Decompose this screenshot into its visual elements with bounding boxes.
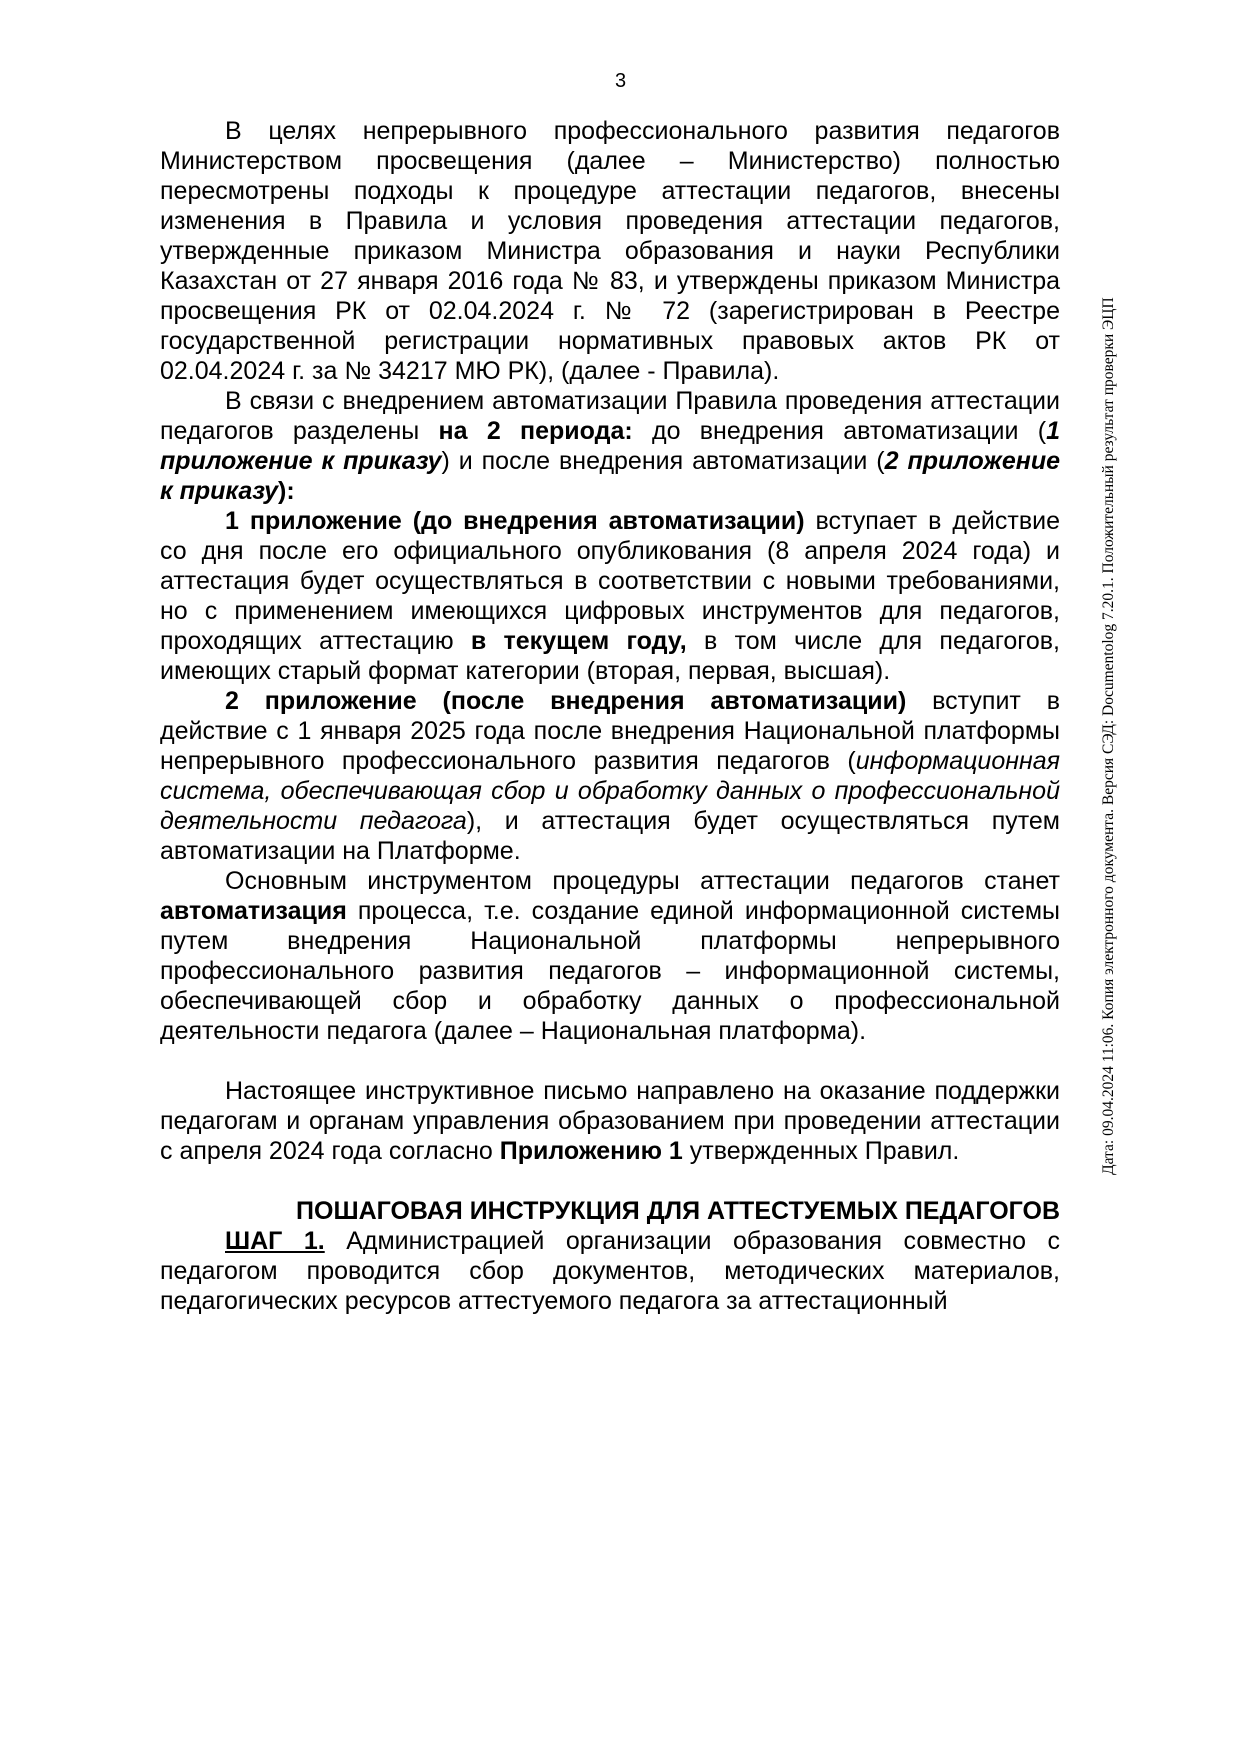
paragraph-6-text-2: утвержденных Правил. (682, 1137, 960, 1165)
paragraph-3-text-2: в том числе для педагогов, имеющих старый формат категории (вторая, первая, высшая). (160, 627, 1060, 685)
paragraph-2-bold-1: на 2 периода: (438, 417, 633, 445)
step-1-label: ШАГ 1. (225, 1227, 325, 1255)
paragraph-2-text-2: до внедрения автоматизации ( (632, 417, 1047, 445)
document-body (160, 116, 1060, 1316)
paragraph-2-text-3: ) и после внедрения автоматизации ( (441, 447, 885, 475)
step-1-text: Администрацией организации образования совместно с педагогом проводится сбор документов, методических материалов, педагогических ресурсов аттестуемого педагога за аттестационный (160, 1227, 1060, 1315)
electronic-signature-stamp: Дата: 09.04.2024 11:06. Копия электронного документа. Версия СЭД: Documentolog 7.20.1. Положительный результат проверки ЭЦП (1100, 297, 1117, 1175)
paragraph-2-bold-italic-2: 2 приложение к приказу (160, 447, 1061, 505)
paragraph-3 (160, 506, 1060, 686)
paragraph-3-bold-2: в текущем году, (470, 627, 687, 655)
paragraph-3-text-1: вступает в действие со дня после его официального опубликования (8 апреля 2024 года) и аттестация будет осуществляться в соответствии с новыми требованиями, но с применением имеющихся цифровых инструментов для педагогов, проходящих аттестацию (160, 507, 1060, 655)
paragraph-4-text-1: вступит в действие с 1 января 2025 года после внедрения Национальной платформы непрерывного профессионального развития педагогов ( (160, 687, 1060, 775)
paragraph-6-bold-1: Приложению 1 (499, 1137, 683, 1165)
step-1-paragraph (160, 1226, 1060, 1316)
paragraph-6 (160, 1076, 1060, 1166)
paragraph-5-bold-1: автоматизация (160, 897, 347, 925)
section-heading: ПОШАГОВАЯ ИНСТРУКЦИЯ ДЛЯ АТТЕСТУЕМЫХ ПЕДАГОГОВ (296, 1197, 1060, 1225)
paragraph-4-text-2: ), и аттестация будет осуществляться путем автоматизации на Платформе. (160, 807, 1060, 865)
paragraph-1: В целях непрерывного профессионального развития педагогов Министерством просвещения (далее – Министерство) полностью пересмотрены подходы к процедуре аттестации педагогов, внесены изменения в Правила и условия проведения аттестации педагогов, утвержденные приказом Министра образования и науки Республики Казахстан от 27 января 2016 года № 83, и утверждены приказом Министра просвещения РК от 02.04.2024 г. № 72 (зарегистрирован в Реестре государственной регистрации нормативных правовых актов РК от 02.04.2024 г. за № 34217 МЮ РК), (далее - Правила). (160, 117, 1060, 385)
paragraph-5-text-2: процесса, т.е. создание единой информационной системы путем внедрения Национальной платформы непрерывного профессионального развития педагогов – информационной системы, обеспечивающей сбор и обработку данных о профессиональной деятельности педагога (далее – Национальная платформа). (160, 897, 1060, 1045)
paragraph-4-italic-1: информационная система, обеспечивающая сбор и обработку данных о профессиональной деятельности педагога (160, 747, 1060, 835)
paragraph-5 (160, 866, 1060, 1046)
paragraph-6-text-1: Настоящее инструктивное письмо направлено на оказание поддержки педагогам и органам управления образованием при проведении аттестации с апреля 2024 года согласно (160, 1077, 1060, 1165)
paragraph-2-text-1: В связи с внедрением автоматизации Правила проведения аттестации педагогов разделены (160, 387, 1060, 445)
paragraph-2 (160, 386, 1060, 506)
page-number: 3 (614, 70, 627, 92)
paragraph-4 (160, 686, 1060, 866)
paragraph-3-bold-1: 1 приложение (до внедрения автоматизации) (225, 507, 805, 535)
paragraph-2-bold-2: ): (278, 477, 295, 505)
paragraph-5-text-1: Основным инструментом процедуры аттестации педагогов станет (225, 867, 1060, 895)
paragraph-4-bold-1: 2 приложение (после внедрения автоматизации) (225, 687, 907, 715)
paragraph-2-bold-italic-1: 1 приложение к приказу (160, 417, 1061, 475)
